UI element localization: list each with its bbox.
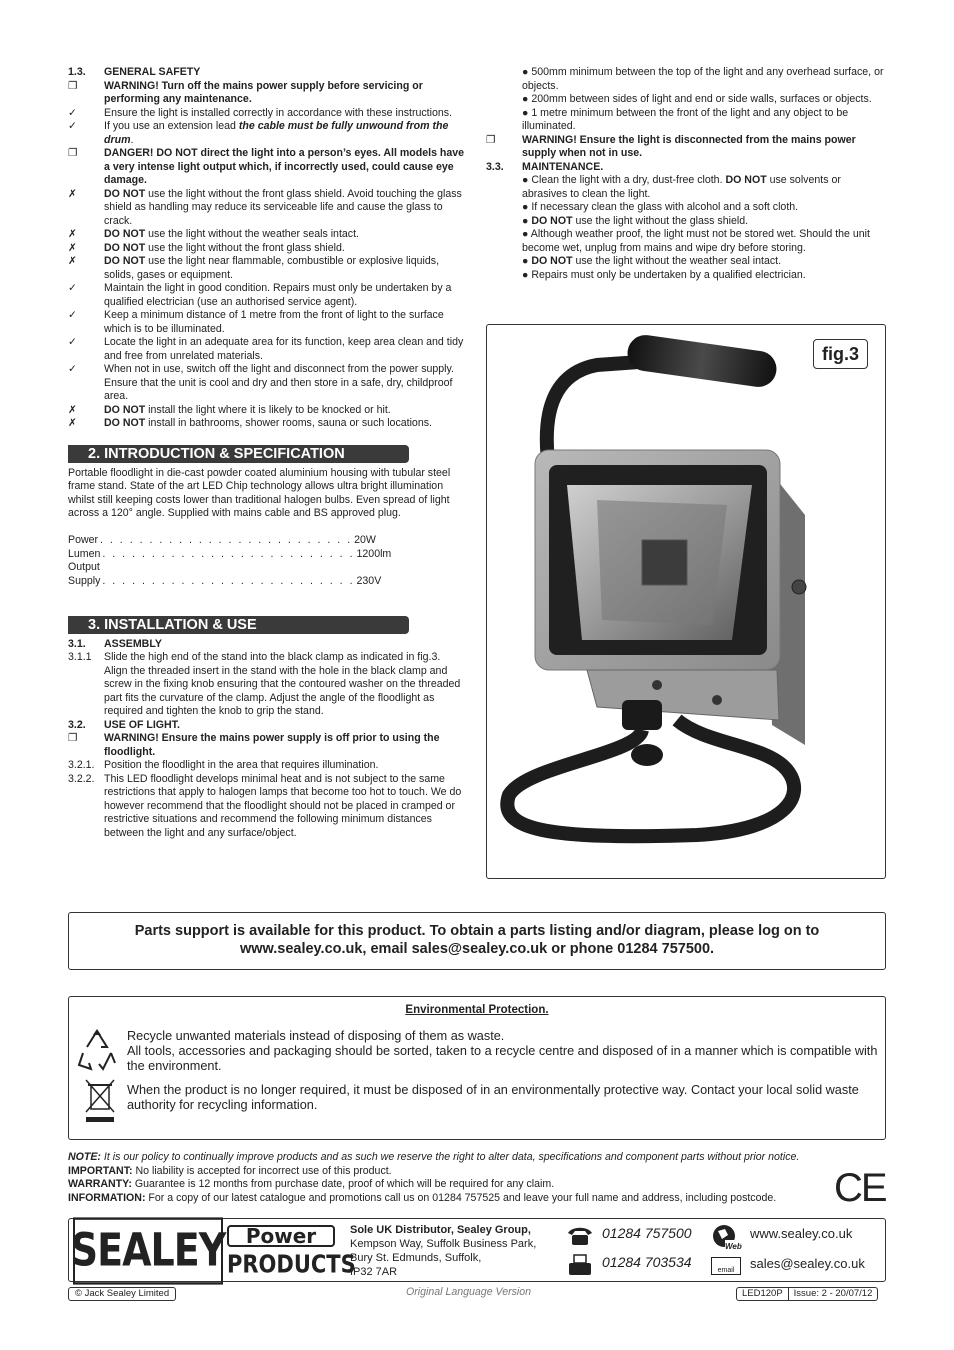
mounting-bracket bbox=[587, 670, 779, 720]
parts-support-line-1: Parts support is available for this product. To obtain a parts listing and/or diagram, please log on to bbox=[134, 923, 820, 939]
list-item: ● 200mm between sides of light and end or side walls, surfaces or objects. bbox=[522, 93, 872, 105]
env-paragraph: When the product is no longer required, it must be disposed of in an environmentally protective way. Contact your local solid waste authority for recycling information. bbox=[127, 1082, 859, 1112]
list-item-text: USE OF LIGHT. bbox=[104, 718, 180, 731]
list-marker-icon: ✗ bbox=[68, 241, 77, 254]
installation-list bbox=[68, 638, 466, 841]
recycle-icon bbox=[75, 1027, 119, 1073]
list-item bbox=[68, 404, 466, 418]
spec-row: Lumen Output . . . . . . . . . . . . . . . . . . . . . . . . . . 1200lm bbox=[68, 547, 392, 573]
list-item-text: Slide the high end of the stand into the black clamp as indicated in fig.3. Align the threaded insert in the stand with the hole in the black clamp and screw in the fixing knob ensuring that the contoured washer on the threaded part fits the curvature of the clamp. Adjust the angle of the floodlight as required and tighten the knob to grip the stand. bbox=[104, 651, 461, 717]
list-marker-icon: ✓ bbox=[68, 363, 77, 375]
email-envelope-icon: email bbox=[711, 1257, 741, 1275]
model-code: LED120P bbox=[742, 1288, 783, 1299]
list-item bbox=[68, 282, 466, 309]
section-title: GENERAL SAFETY bbox=[104, 66, 201, 78]
list-item-text: Locate the light in an adequate area for its function, keep area clean and tidy and free from unrelated materials. bbox=[104, 336, 464, 362]
original-language-note: Original Language Version bbox=[406, 1286, 532, 1298]
list-item-text: Maintain the light in good condition. Repairs must only be undertaken by a qualified electrician (use an authorised service agent). bbox=[104, 282, 452, 308]
left-column bbox=[68, 66, 466, 840]
list-item bbox=[68, 242, 466, 256]
document-code bbox=[736, 1287, 878, 1301]
list-marker-icon: ✗ bbox=[68, 255, 77, 267]
fax-icon bbox=[566, 1253, 594, 1277]
stand-base bbox=[507, 720, 794, 836]
weee-bin-icon bbox=[83, 1077, 117, 1123]
list-item bbox=[68, 120, 466, 147]
section-title: MAINTENANCE. bbox=[522, 160, 604, 173]
list-item: ● 1 metre minimum between the front of the light and any object to be illuminated. bbox=[522, 106, 849, 132]
led-chip bbox=[642, 540, 687, 585]
ce-mark-icon: CE bbox=[834, 1166, 886, 1210]
list-item: ● Clean the light with a dry, dust-free cloth. DO NOT use solvents or abrasives to clean the light. bbox=[522, 174, 841, 200]
list-marker-icon: 3.1. bbox=[68, 637, 86, 650]
carry-handle bbox=[625, 333, 779, 390]
list-item bbox=[68, 188, 466, 229]
pivot-bolt-icon bbox=[792, 580, 806, 594]
list-item-text: DO NOT use the light without the front glass shield. Avoid touching the glass shield as handling may reduce its serviceable life and cause the glass to crack. bbox=[104, 187, 462, 227]
list-marker-icon: ✗ bbox=[68, 403, 77, 416]
fax-number[interactable]: 01284 703534 bbox=[602, 1254, 692, 1270]
web-globe-icon: Web bbox=[711, 1223, 745, 1251]
list-item-text: DO NOT use the light without the front glass shield. bbox=[104, 241, 345, 254]
list-marker-icon: ❐ bbox=[68, 732, 78, 744]
checkbox-icon: ❐ bbox=[486, 133, 496, 146]
distributor-address: Sole UK Distributor, Sealey Group, Kempson Way, Suffolk Business Park, Bury St. Edmunds, Suffolk, IP32 7AR bbox=[350, 1224, 537, 1278]
environmental-protection-box bbox=[68, 996, 886, 1140]
list-item bbox=[68, 363, 466, 404]
list-marker-icon: ✓ bbox=[68, 336, 77, 348]
list-item bbox=[68, 719, 466, 733]
spec-list bbox=[68, 534, 466, 588]
list-item bbox=[68, 651, 466, 719]
list-item: ● If necessary clean the glass with alcohol and a soft cloth. bbox=[522, 201, 799, 213]
list-item bbox=[68, 732, 466, 759]
spec-row: Power . . . . . . . . . . . . . . . . . . . . . . . . . . 20W bbox=[68, 534, 376, 546]
products-logo: PRODUCTS bbox=[227, 1249, 356, 1279]
telephone-icon bbox=[566, 1225, 594, 1247]
power-logo: Power bbox=[227, 1225, 335, 1247]
list-marker-icon: ✓ bbox=[68, 106, 77, 119]
environmental-text bbox=[127, 1029, 879, 1113]
footer-box bbox=[68, 1218, 886, 1282]
list-item-text: WARNING! Turn off the mains power supply before servicing or performing any maintenance. bbox=[104, 79, 423, 105]
distance-bullets bbox=[486, 66, 886, 134]
intro-body: Portable floodlight in die-cast powder coated aluminium housing with tubular steel frame stand. State of the art LED Chip technology allows ultra bright illumination whilst still keeping costs lower than traditional halogen bulbs. Even spread of light across a 120° angle. Supplied with mains cable and BS approved plug. bbox=[68, 466, 451, 519]
list-marker-icon: 3.2.1. bbox=[68, 759, 95, 771]
warranty-line: WARRANTY: Guarantee is 12 months from purchase date, proof of which will be required for any claim. bbox=[68, 1178, 555, 1190]
env-paragraph: Recycle unwanted materials instead of disposing of them as waste. bbox=[127, 1029, 505, 1043]
parts-support-line-2: www.sealey.co.uk, email sales@sealey.co.uk or phone 01284 757500. bbox=[239, 941, 715, 957]
list-item bbox=[68, 255, 466, 282]
list-item-text: DO NOT install in bathrooms, shower rooms, sauna or such locations. bbox=[104, 417, 432, 429]
list-item-text: WARNING! Ensure the mains power supply is off prior to using the floodlight. bbox=[104, 732, 440, 758]
copyright: © Jack Sealey Limited bbox=[68, 1287, 176, 1301]
section-heading-introduction: 2. INTRODUCTION & SPECIFICATION bbox=[68, 445, 409, 463]
warning-text: WARNING! Ensure the light is disconnected from the mains power supply when not in use. bbox=[522, 133, 856, 159]
list-item bbox=[68, 80, 466, 107]
list-item bbox=[68, 638, 466, 652]
floodlight-illustration bbox=[487, 325, 885, 878]
issue-code: Issue: 2 - 20/07/12 bbox=[788, 1288, 878, 1300]
list-item: ● DO NOT use the light without the weather seal intact. bbox=[522, 255, 782, 267]
list-marker-icon: ✓ bbox=[68, 282, 77, 294]
important-line: IMPORTANT: No liability is accepted for incorrect use of this product. bbox=[68, 1164, 392, 1177]
list-item bbox=[68, 228, 466, 242]
email-link[interactable]: sales@sealey.co.uk bbox=[750, 1256, 865, 1271]
list-item bbox=[68, 336, 466, 363]
section-number: 1.3. bbox=[68, 66, 86, 78]
list-item-text: DO NOT use the light near flammable, combustible or explosive liquids, solids, gases or equipment. bbox=[104, 255, 440, 281]
list-item: ● Repairs must only be undertaken by a qualified electrician. bbox=[522, 268, 806, 281]
list-marker-icon: ✓ bbox=[68, 309, 77, 321]
website-link[interactable]: www.sealey.co.uk bbox=[750, 1226, 853, 1241]
section-number: 3.3. bbox=[486, 160, 504, 173]
env-paragraph: All tools, accessories and packaging should be sorted, taken to a recycle centre and disposed of in a manner which is compatible with the environment. bbox=[127, 1044, 878, 1074]
list-item-text: DO NOT use the light without the weather seals intact. bbox=[104, 228, 359, 240]
section-heading-installation: 3. INSTALLATION & USE bbox=[68, 616, 409, 634]
list-marker-icon: ✗ bbox=[68, 417, 77, 429]
sealey-logo: SEALEY bbox=[73, 1217, 223, 1284]
figure-label: fig.3 bbox=[813, 339, 868, 369]
parts-support-box bbox=[68, 912, 886, 970]
fixing-knob bbox=[631, 744, 663, 766]
right-column bbox=[486, 66, 886, 282]
list-item: ● DO NOT use the light without the glass shield. bbox=[522, 214, 749, 227]
list-item bbox=[68, 309, 466, 336]
information-line: INFORMATION: For a copy of our latest catalogue and promotions call us on 01284 757525 and leave your full name and address, including postcode. bbox=[68, 1191, 777, 1204]
list-marker-icon: 3.2.2. bbox=[68, 772, 95, 785]
list-item bbox=[68, 417, 466, 431]
list-item-text: DANGER! DO NOT direct the light into a person’s eyes. All models have a very intense light output which, if incorrectly used, could cause eye damage. bbox=[104, 147, 465, 186]
legal-notes bbox=[68, 1151, 868, 1205]
environmental-title: Environmental Protection. bbox=[405, 1004, 549, 1016]
list-item bbox=[68, 107, 466, 121]
note-line: NOTE: It is our policy to continually improve products and as such we reserve the right to alter data, specifications and component parts without prior notice. bbox=[68, 1151, 800, 1163]
list-item-text: When not in use, switch off the light and disconnect from the power supply. Ensure that the unit is cool and dry and then store in a safe, dry, childproof area. bbox=[104, 363, 454, 402]
list-marker-icon: 3.1.1 bbox=[68, 651, 92, 663]
list-item bbox=[68, 759, 466, 773]
figure-3 bbox=[486, 324, 886, 879]
section-heading-general-safety bbox=[68, 66, 466, 80]
list-item-text: ASSEMBLY bbox=[104, 637, 162, 650]
list-item-text: This LED floodlight develops minimal heat and is not subject to the same restrictions that apply to halogen lamps that become too hot to touch. We do however recommend that the floodlight should not be placed in cramped or restrictive situations and recommend the following minimum distances between the light and any surface/object. bbox=[104, 772, 462, 839]
black-clamp bbox=[622, 700, 662, 730]
list-item bbox=[68, 147, 466, 188]
list-item: ● Although weather proof, the light must not be stored wet. Should the unit become wet, unplug from mains and wipe dry before storing. bbox=[522, 228, 870, 254]
phone-number[interactable]: 01284 757500 bbox=[602, 1225, 692, 1241]
list-marker-icon: ✗ bbox=[68, 187, 77, 200]
spec-row: Supply . . . . . . . . . . . . . . . . . . . . . . . . . . 230V bbox=[68, 574, 382, 587]
list-item-text: Position the floodlight in the area that requires illumination. bbox=[104, 759, 379, 771]
section-heading-maintenance bbox=[486, 161, 886, 175]
list-item-text: Keep a minimum distance of 1 metre from the front of light to the surface which is to be illuminated. bbox=[104, 309, 444, 335]
list-item: ● 500mm minimum between the top of the light and any overhead surface, or objects. bbox=[522, 66, 884, 92]
list-item-text: Ensure the light is installed correctly in accordance with these instructions. bbox=[104, 106, 452, 119]
maintenance-list bbox=[486, 174, 886, 282]
disconnect-warning bbox=[486, 134, 886, 161]
list-marker-icon: ❐ bbox=[68, 147, 78, 159]
general-safety-list bbox=[68, 80, 466, 431]
list-marker-icon: ❐ bbox=[68, 79, 78, 92]
list-marker-icon: 3.2. bbox=[68, 718, 86, 731]
list-marker-icon: ✓ bbox=[68, 120, 77, 132]
list-marker-icon: ✗ bbox=[68, 228, 77, 240]
list-item-text: DO NOT install the light where it is likely to be knocked or hit. bbox=[104, 403, 391, 416]
list-item-text: If you use an extension lead the cable must be fully unwound from the drum. bbox=[104, 120, 449, 146]
list-item bbox=[68, 773, 466, 841]
